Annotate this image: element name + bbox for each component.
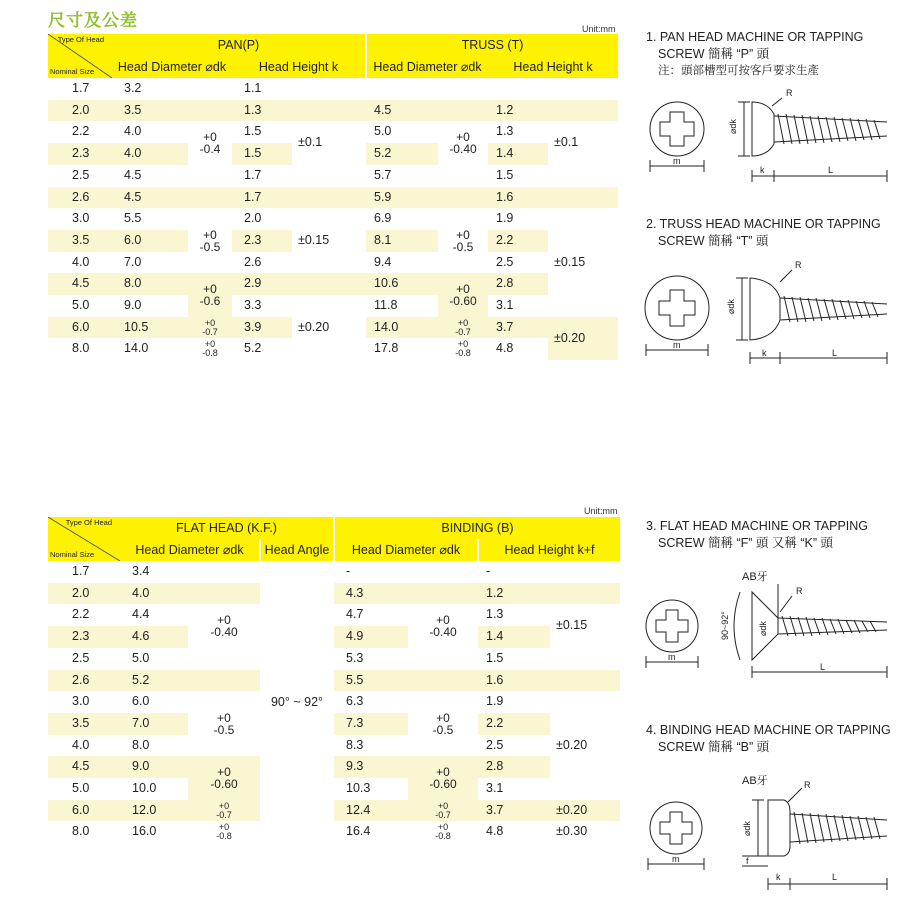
pan-height-cell: 3.9 <box>232 317 292 339</box>
type-of-head-label: Type Of Head <box>57 35 104 44</box>
nominal-size-label: Nominal Size <box>50 550 95 559</box>
size-cell: 6.0 <box>48 800 120 822</box>
size-cell: 3.5 <box>48 713 120 735</box>
binding-diameter-cell: 4.3 <box>334 583 408 605</box>
flat-diameter-cell: 10.0 <box>132 781 157 796</box>
binding-diameter-cell: 6.3 <box>346 694 364 709</box>
label-m: m <box>672 854 680 864</box>
diagram-3-caption <box>646 518 868 552</box>
pan-diameter-cell: 3.2 <box>124 81 142 95</box>
tolerance-cell: +0 -0.6 <box>188 273 232 316</box>
table-row <box>48 121 618 143</box>
flat-diameter-cell: 3.4 <box>132 564 150 578</box>
pan-truss-table <box>48 34 618 360</box>
size-cell: 4.5 <box>48 756 120 778</box>
binding-diameter-cell: 10.3 <box>346 781 371 796</box>
truss-diameter-cell: 17.8 <box>374 341 399 356</box>
diagram-2-subtitle: SCREW 簡稱 “T” 頭 <box>658 234 769 248</box>
label-r: R <box>796 586 803 596</box>
flat-diameter-cell: 8.0 <box>132 737 150 752</box>
truss-height-header: Head Height k <box>488 56 618 78</box>
truss-diameter-cell: 14.0 <box>366 317 438 339</box>
flat-diameter-cell: 4.6 <box>120 626 188 648</box>
tolerance-cell: +0 -0.60 <box>438 273 488 316</box>
table-row <box>48 670 620 692</box>
label-m: m <box>673 156 681 166</box>
size-cell: 6.0 <box>48 317 112 339</box>
size-cell: 1.7 <box>72 81 90 95</box>
binding-height-cell: 3.1 <box>486 781 504 796</box>
label-k: k <box>762 348 767 358</box>
truss-height-cell <box>488 78 548 100</box>
truss-group-header: TRUSS (T) <box>366 34 618 56</box>
label-l: L <box>820 662 826 672</box>
nominal-size-label: Nominal Size <box>50 67 95 76</box>
head-angle-cell: 90° ~ 92° <box>270 695 324 710</box>
pan-height-cell: 2.3 <box>232 230 292 252</box>
flat-diameter-cell: 7.0 <box>120 713 188 735</box>
binding-height-cell: 1.4 <box>478 626 550 648</box>
tolerance-cell: +0 -0.8 <box>435 822 451 842</box>
table-row <box>48 778 620 800</box>
pan-height-cell: 2.6 <box>244 254 262 269</box>
table-row <box>48 713 620 735</box>
truss-height-cell: 3.1 <box>496 298 514 313</box>
diagram-1-note: 注：頭部槽型可按客戶要求生產 <box>658 65 819 77</box>
size-cell: 3.5 <box>48 230 112 252</box>
truss-height-cell: 1.3 <box>496 124 514 139</box>
pan-diameter-cell: 4.0 <box>112 143 188 165</box>
truss-diameter-cell: 11.8 <box>374 298 398 313</box>
size-cell: 2.3 <box>48 626 120 648</box>
table-row <box>48 821 620 843</box>
table-row <box>48 756 620 778</box>
flat-diameter-cell: 9.0 <box>120 756 188 778</box>
tolerance-cell: +0 -0.5 <box>199 227 221 254</box>
table-corner-header <box>48 517 120 561</box>
tolerance-cell: ±0.30 <box>556 824 588 839</box>
size-cell: 3.0 <box>72 211 90 226</box>
truss-height-cell: 2.8 <box>488 273 548 295</box>
pan-diameter-cell: 8.0 <box>112 273 188 295</box>
size-cell: 2.0 <box>48 100 112 122</box>
diagram-2-title: 2. TRUSS HEAD MACHINE OR TAPPING <box>646 217 881 231</box>
binding-diameter-cell: 5.5 <box>334 670 408 692</box>
pan-height-cell: 2.9 <box>232 273 292 295</box>
flat-diameter-cell: 5.2 <box>120 670 188 692</box>
truss-diameter-header: Head Diameter ⌀dk <box>366 56 488 78</box>
size-cell: 2.6 <box>48 187 112 209</box>
size-cell: 5.0 <box>72 298 90 313</box>
pan-height-cell: 5.2 <box>244 341 262 356</box>
tolerance-cell: +0 -0.7 <box>188 317 232 339</box>
label-dk: ⌀dk <box>726 299 736 314</box>
size-cell: 4.0 <box>72 737 90 752</box>
type-of-head-label: Type Of Head <box>65 518 112 527</box>
pan-diameter-cell: 9.0 <box>124 298 142 313</box>
page-title: 尺寸及公差 <box>48 11 138 30</box>
size-cell: 8.0 <box>72 824 90 839</box>
label-k: k <box>760 165 765 175</box>
table-row <box>48 626 620 648</box>
truss-height-cell: 1.2 <box>488 100 548 122</box>
label-angle: 90~92° <box>720 611 730 640</box>
label-m: m <box>673 340 681 350</box>
tolerance-cell: +0 -0.40 <box>210 613 238 640</box>
truss-diameter-cell: 5.0 <box>374 124 392 139</box>
label-dk: ⌀dk <box>742 821 752 836</box>
label-m: m <box>668 652 676 662</box>
tolerance-cell: +0 -0.40 <box>429 613 457 640</box>
binding-height-cell: 3.7 <box>478 800 550 822</box>
flat-group-header: FLAT HEAD (K.F.) <box>120 517 334 539</box>
pan-diameter-header: Head Diameter ⌀dk <box>112 56 232 78</box>
size-cell: 1.7 <box>72 564 90 578</box>
tolerance-cell: ±0.20 <box>548 317 618 360</box>
pan-height-cell: 1.1 <box>244 81 262 95</box>
tolerance-cell: +0 -0.60 <box>408 756 478 799</box>
tolerance-cell: +0 -0.5 <box>432 710 454 737</box>
label-l: L <box>832 872 838 882</box>
tolerance-cell: +0 -0.40 <box>449 130 477 157</box>
size-cell: 3.0 <box>72 694 90 709</box>
pan-head-diagram <box>632 84 897 184</box>
binding-height-cell: 1.3 <box>486 607 504 622</box>
binding-diameter-cell: 8.3 <box>346 737 364 752</box>
binding-diameter-cell: - <box>346 564 351 578</box>
diagram-1-title: 1. PAN HEAD MACHINE OR TAPPING <box>646 30 864 44</box>
pan-height-cell: 1.7 <box>244 167 262 182</box>
flat-diameter-header: Head Diameter ⌀dk <box>120 539 260 561</box>
flat-binding-table <box>48 517 620 843</box>
pan-diameter-cell: 3.5 <box>112 100 188 122</box>
tolerance-cell: +0 -0.7 <box>408 800 478 822</box>
size-cell: 2.0 <box>48 583 120 605</box>
pan-height-cell: 1.7 <box>232 187 292 209</box>
table-row <box>48 187 618 209</box>
table-row <box>48 273 618 295</box>
binding-height-cell: - <box>486 564 491 578</box>
truss-diameter-cell: 8.1 <box>366 230 438 252</box>
pan-diameter-cell: 14.0 <box>124 341 149 356</box>
pan-height-cell: 1.5 <box>232 143 292 165</box>
binding-height-cell: 1.6 <box>478 670 550 692</box>
flat-angle-header: Head Angle <box>260 539 334 561</box>
truss-head-diagram <box>632 258 897 368</box>
truss-height-cell: 1.4 <box>488 143 548 165</box>
flat-diameter-cell: 5.0 <box>132 650 150 665</box>
flat-diameter-cell: 6.0 <box>132 694 150 709</box>
size-cell: 2.2 <box>72 607 90 622</box>
table-row <box>48 165 618 187</box>
truss-diameter-cell: 4.5 <box>366 100 438 122</box>
diagram-1-subtitle: SCREW 簡稱 “P” 頭 <box>658 47 770 61</box>
label-r: R <box>804 780 811 790</box>
pan-diameter-cell: 6.0 <box>112 230 188 252</box>
size-cell: 5.0 <box>72 781 90 796</box>
binding-height-cell: 2.5 <box>486 737 504 752</box>
binding-diameter-cell: 4.9 <box>334 626 408 648</box>
tolerance-cell: ±0.20 <box>298 319 330 334</box>
tolerance-cell: ±0.1 <box>554 135 579 150</box>
pan-diameter-cell: 5.5 <box>124 211 142 226</box>
tolerance-cell: +0 -0.7 <box>438 317 488 339</box>
table-corner-header <box>48 34 112 78</box>
thread-label: AB牙 <box>742 775 768 787</box>
tolerance-cell: ±0.1 <box>298 135 323 150</box>
pan-diameter-cell: 10.5 <box>112 317 188 339</box>
table-row <box>48 583 620 605</box>
label-l: L <box>832 348 838 358</box>
table-row <box>48 100 618 122</box>
size-cell: 8.0 <box>72 341 90 356</box>
diagram-4-subtitle: SCREW 簡稱 “B” 頭 <box>658 740 770 754</box>
unit-label-top: Unit:mm <box>582 24 616 34</box>
flat-diameter-cell: 12.0 <box>120 800 188 822</box>
flat-diameter-cell: 4.4 <box>132 607 150 622</box>
diagram-2-caption <box>646 216 881 250</box>
truss-diameter-cell: 5.2 <box>366 143 438 165</box>
table-row <box>48 735 620 757</box>
size-cell: 2.5 <box>72 167 90 182</box>
binding-height-cell: 1.9 <box>486 694 504 709</box>
diagram-3-subtitle: SCREW 簡稱 “F” 頭 又稱 “K” 頭 <box>658 536 833 550</box>
truss-diameter-cell: 10.6 <box>366 273 438 295</box>
tolerance-cell: +0 -0.8 <box>202 339 218 359</box>
truss-diameter-cell: 9.4 <box>374 254 392 269</box>
thread-label: AB牙 <box>742 571 768 583</box>
binding-head-diagram <box>632 766 897 896</box>
truss-diameter-cell <box>366 78 438 100</box>
tolerance-cell: ±0.15 <box>554 254 586 269</box>
table-row <box>48 648 620 670</box>
tolerance-cell: +0 -0.5 <box>452 227 474 254</box>
tolerance-cell: +0 -0.8 <box>216 822 232 842</box>
flat-diameter-cell: 16.0 <box>132 824 157 839</box>
table-row <box>48 800 620 822</box>
binding-height-cell: 4.8 <box>486 824 504 839</box>
flat-head-diagram <box>632 562 897 692</box>
diagram-3-title: 3. FLAT HEAD MACHINE OR TAPPING <box>646 519 869 533</box>
truss-height-cell: 2.5 <box>496 254 514 269</box>
tolerance-cell: ±0.15 <box>556 618 588 633</box>
truss-height-cell: 2.2 <box>488 230 548 252</box>
pan-diameter-cell: 4.5 <box>124 167 142 182</box>
pan-height-cell: 1.3 <box>232 100 292 122</box>
pan-diameter-cell: 4.5 <box>112 187 188 209</box>
flat-diameter-cell: 4.0 <box>120 583 188 605</box>
tolerance-cell: +0 -0.7 <box>188 800 260 822</box>
pan-height-cell: 3.3 <box>244 298 262 313</box>
truss-height-cell: 1.5 <box>496 167 514 182</box>
pan-group-header: PAN(P) <box>112 34 366 56</box>
tolerance-cell: +0 -0.4 <box>199 130 221 157</box>
pan-diameter-cell: 7.0 <box>124 254 142 269</box>
tolerance-cell: +0 -0.8 <box>455 339 471 359</box>
label-l: L <box>828 165 834 175</box>
truss-height-cell: 1.6 <box>488 187 548 209</box>
truss-diameter-cell: 5.9 <box>366 187 438 209</box>
size-cell: 2.5 <box>72 650 90 665</box>
binding-height-header: Head Height k+f <box>478 539 620 561</box>
pan-height-cell: 1.5 <box>244 124 262 139</box>
tolerance-cell: ±0.20 <box>550 800 620 822</box>
label-k: k <box>776 872 781 882</box>
binding-diameter-cell: 7.3 <box>334 713 408 735</box>
binding-height-cell: 2.8 <box>478 756 550 778</box>
size-cell: 2.2 <box>72 124 90 139</box>
binding-diameter-cell: 12.4 <box>334 800 408 822</box>
binding-diameter-cell: 16.4 <box>346 824 371 839</box>
pan-diameter-cell: 4.0 <box>124 124 142 139</box>
binding-height-cell: 1.5 <box>486 650 504 665</box>
label-r: R <box>795 260 802 270</box>
label-r: R <box>786 88 793 98</box>
binding-diameter-header: Head Diameter ⌀dk <box>334 539 478 561</box>
table-row <box>48 208 618 230</box>
size-cell: 2.6 <box>48 670 120 692</box>
pan-height-cell: 2.0 <box>244 211 262 226</box>
truss-height-cell: 1.9 <box>496 211 514 226</box>
table-row <box>48 78 618 100</box>
size-cell: 4.0 <box>72 254 90 269</box>
diagram-4-title: 4. BINDING HEAD MACHINE OR TAPPING <box>646 723 891 737</box>
table-row <box>48 604 620 626</box>
truss-height-cell: 3.7 <box>488 317 548 339</box>
label-dk: ⌀dk <box>728 119 738 134</box>
label-dk: ⌀dk <box>758 621 768 636</box>
unit-label-bottom: Unit:mm <box>584 506 618 516</box>
size-cell: 4.5 <box>48 273 112 295</box>
binding-height-cell: 1.2 <box>478 583 550 605</box>
binding-diameter-cell: 9.3 <box>334 756 408 778</box>
binding-diameter-cell: 4.7 <box>346 607 364 622</box>
size-cell: 2.3 <box>48 143 112 165</box>
tolerance-cell: +0 -0.60 <box>188 756 260 799</box>
truss-height-cell: 4.8 <box>496 341 514 356</box>
truss-diameter-cell: 5.7 <box>374 167 392 182</box>
tolerance-cell: +0 -0.5 <box>213 710 235 737</box>
tolerance-cell: ±0.15 <box>298 232 330 247</box>
diagram-1-caption <box>646 29 863 80</box>
tolerance-cell: ±0.20 <box>556 737 588 752</box>
binding-diameter-cell: 5.3 <box>346 650 364 665</box>
label-f: f <box>746 856 749 866</box>
truss-diameter-cell: 6.9 <box>374 211 392 226</box>
table-row <box>48 561 620 583</box>
binding-group-header: BINDING (B) <box>334 517 620 539</box>
diagram-4-caption <box>646 722 891 756</box>
binding-height-cell: 2.2 <box>478 713 550 735</box>
table-row <box>48 295 618 317</box>
pan-height-header: Head Height k <box>232 56 366 78</box>
table-row <box>48 691 620 713</box>
